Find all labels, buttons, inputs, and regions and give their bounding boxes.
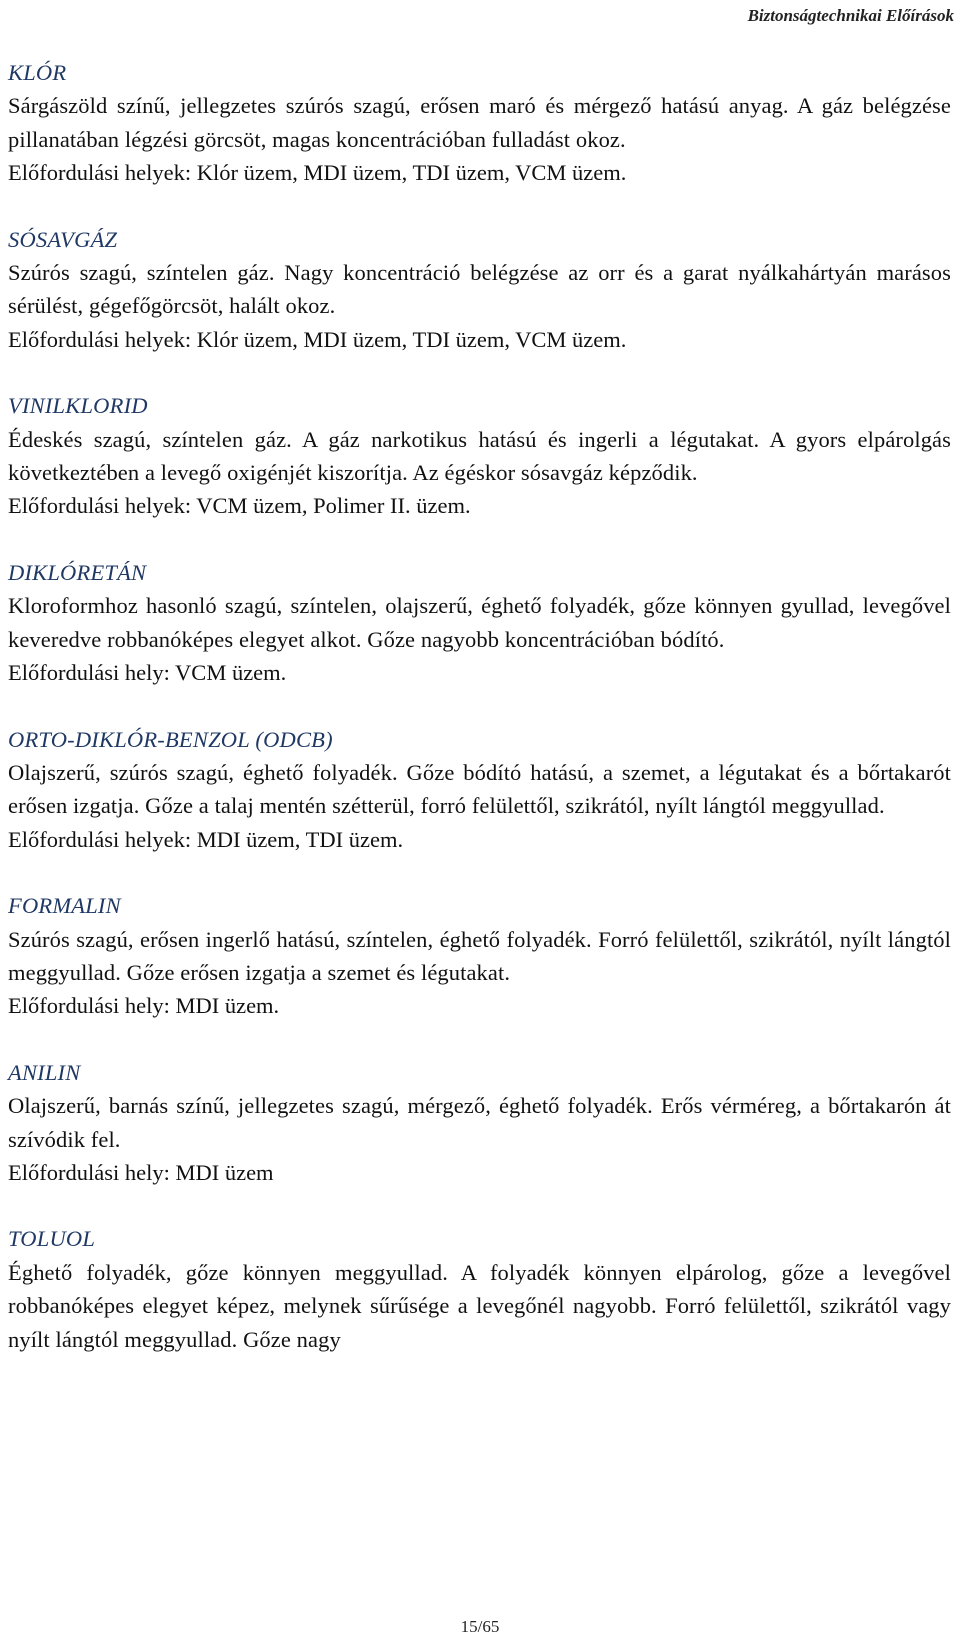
section-occurrence: Előfordulási hely: MDI üzem xyxy=(8,1159,274,1185)
document-body xyxy=(8,56,951,1389)
section-title: DIKLÓRETÁN xyxy=(8,559,147,585)
section-description: Olajszerű, szúrós szagú, éghető folyadék. Gőze bódító hatású, a szemet, a légutakat és a bőrtakarót erősen izgatja. Gőze a talaj mentén szétterül, forró felülettől, szikrától, nyílt lángtól meggyullad. xyxy=(8,759,951,819)
section-title: ANILIN xyxy=(8,1059,81,1085)
section-description: Édeskés szagú, színtelen gáz. A gáz narkotikus hatású és ingerli a légutakat. A gyors elpárolgás következtében a levegő oxigénjét kiszorítja. Az égéskor sósavgáz képződik. xyxy=(8,426,951,486)
section-description: Éghető folyadék, gőze könnyen meggyullad. A folyadék könnyen elpárolog, gőze a levegővel robbanóképes elegyet képez, melynek sűrűsége a levegőnél nagyobb. Forró felülettől, szikrától vagy nyílt lángtól meggyullad. Gőze nagy xyxy=(8,1259,951,1352)
section-description: Szúrós szagú, erősen ingerlő hatású, színtelen, éghető folyadék. Forró felülettől, szikrától, nyílt lángtól meggyullad. Gőze erősen izgatja a szemet és légutakat. xyxy=(8,926,951,985)
section-occurrence: Előfordulási helyek: MDI üzem, TDI üzem. xyxy=(8,826,404,852)
section-title: TOLUOL xyxy=(8,1226,96,1252)
section-title: ORTO-DIKLÓR-BENZOL (ODCB) xyxy=(8,726,333,752)
section-occurrence: Előfordulási helyek: Klór üzem, MDI üzem, TDI üzem, VCM üzem. xyxy=(8,326,627,352)
section-title: KLÓR xyxy=(8,60,67,85)
section-description: Kloroformhoz hasonló szagú, színtelen, olajszerű, éghető folyadék, gőze könnyen gyullad, levegővel keveredve robbanóképes elegyet alkot. Gőze nagyobb koncentrációban bódító. xyxy=(8,593,951,652)
section-formalin xyxy=(8,889,951,1023)
section-description: Olajszerű, barnás színű, jellegzetes szagú, mérgező, éghető folyadék. Erős vérméreg, a bőrtakarón át szívódik fel. xyxy=(8,1093,951,1152)
section-description: Szúrós szagú, színtelen gáz. Nagy koncentráció belégzése az orr és a garat nyálkahártyán marásos sérülést, gégefőgörcsöt, halált okoz. xyxy=(8,260,951,319)
section-title: VINILKLORID xyxy=(8,393,148,419)
section-title: SÓSAVGÁZ xyxy=(8,226,118,252)
section-description: Sárgászöld színű, jellegzetes szúrós szagú, erősen maró és mérgező hatású anyag. A gáz belégzése pillanatában légzési görcsöt, magas koncentrációban fulladást okoz. xyxy=(8,93,951,152)
section-klor xyxy=(8,56,951,190)
section-anilin xyxy=(8,1056,951,1190)
page-number: 15/65 xyxy=(460,1617,500,1636)
section-occurrence: Előfordulási helyek: Klór üzem, MDI üzem, TDI üzem, VCM üzem. xyxy=(8,160,627,186)
section-occurrence: Előfordulási hely: MDI üzem. xyxy=(8,993,280,1019)
section-title: FORMALIN xyxy=(8,893,121,919)
section-sosavgaz xyxy=(8,223,951,357)
section-odcb xyxy=(8,723,951,857)
section-occurrence: Előfordulási helyek: VCM üzem, Polimer II. üzem. xyxy=(8,493,471,519)
section-vinilklorid xyxy=(8,389,951,523)
section-occurrence: Előfordulási hely: VCM üzem. xyxy=(8,660,287,686)
page-header: Biztonságtechnikai Előírások xyxy=(747,6,954,25)
section-dikloretan xyxy=(8,556,951,690)
section-toluol xyxy=(8,1222,951,1356)
